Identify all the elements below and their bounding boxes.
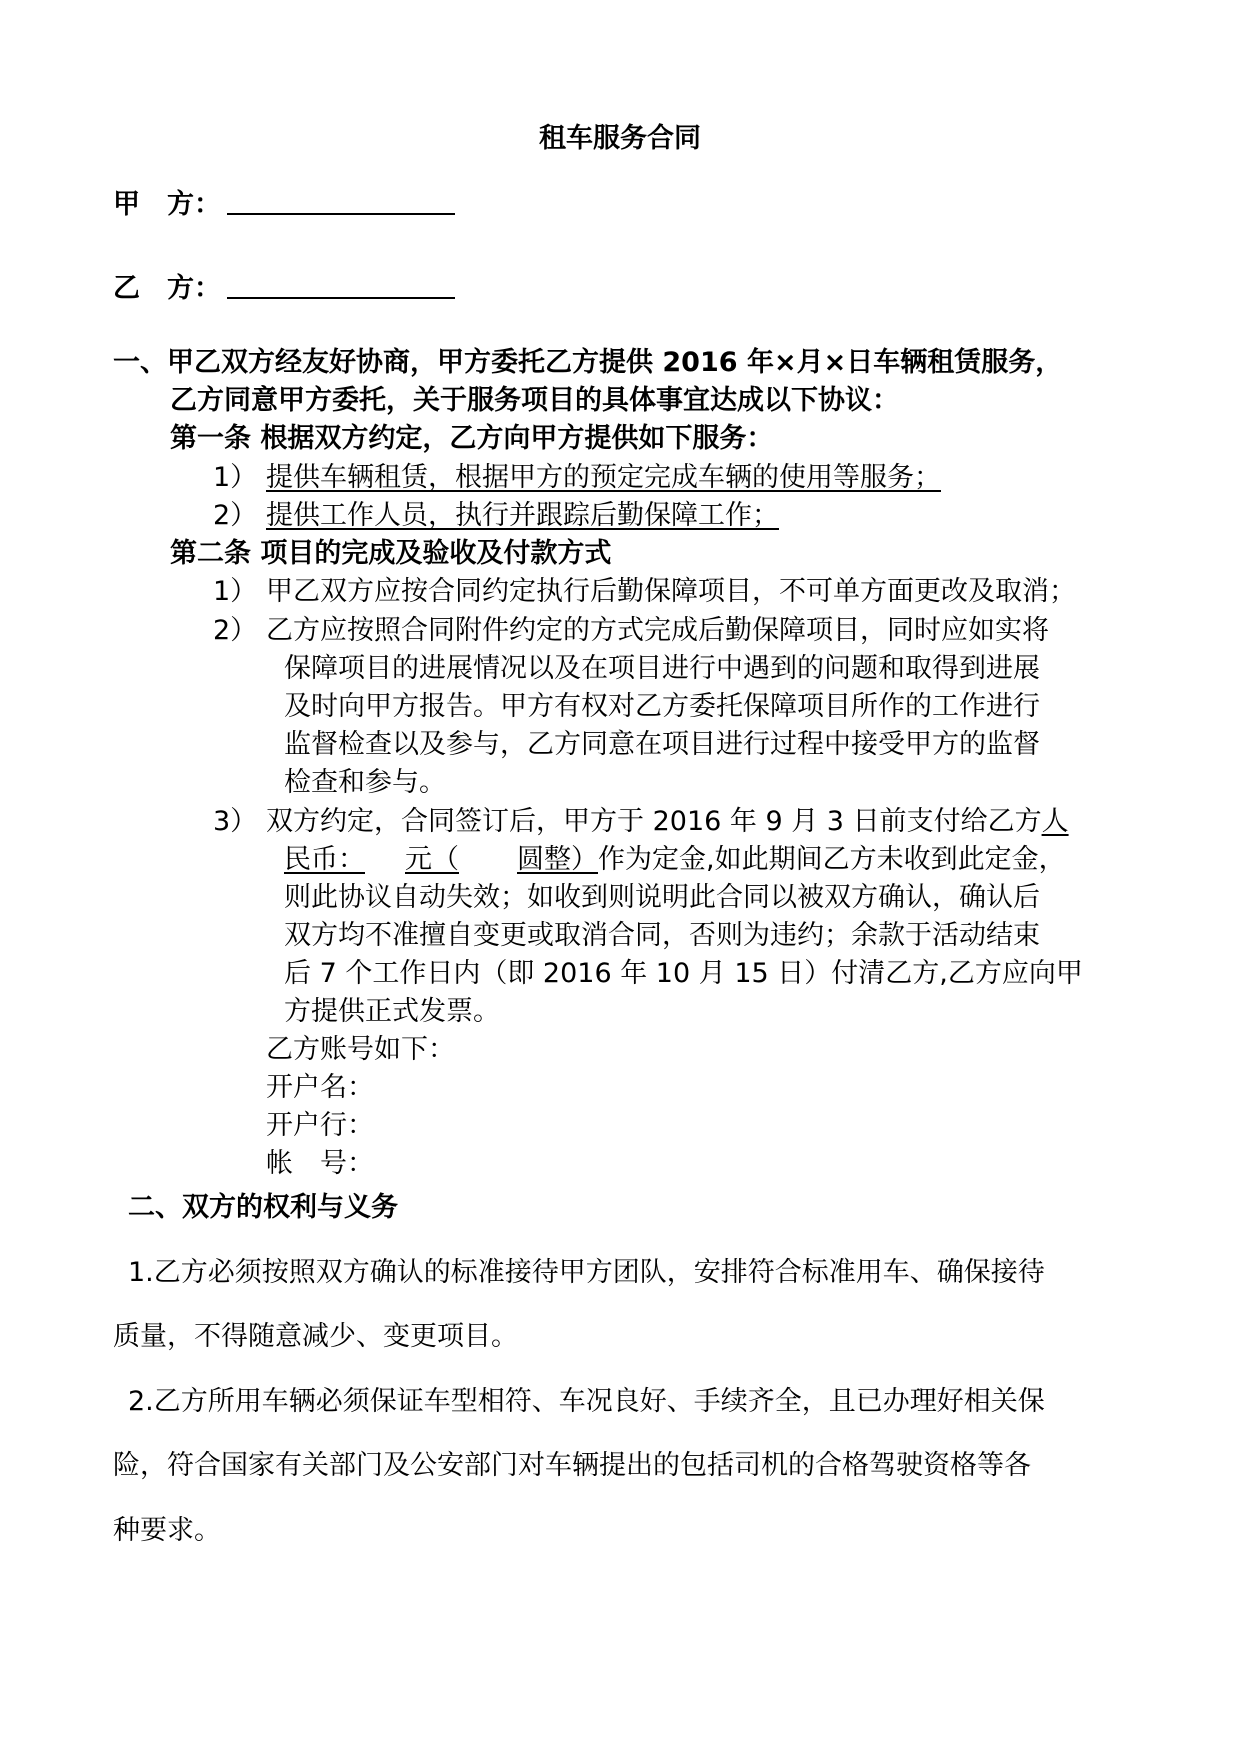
document-title: 租车服务合同	[539, 123, 701, 154]
party-a-label: 甲 方：	[113, 189, 221, 220]
article1-item1-num: 1）	[213, 462, 258, 493]
party-a-row	[113, 186, 455, 224]
party-b-blank[interactable]	[227, 271, 455, 299]
section2-paragraph-line: 1.乙方必须按照双方确认的标准接待甲方团队，安排符合标准用车、确保接待	[128, 1257, 1045, 1288]
party-a-blank[interactable]	[227, 187, 455, 215]
article1-item1-text: 提供车辆租赁，根据甲方的预定完成车辆的使用等服务；	[266, 462, 941, 493]
article1-item2-num: 2）	[213, 500, 258, 531]
article2-item3-line1	[266, 803, 1069, 841]
article2-item2-line: 乙方应按照合同附件约定的方式完成后勤保障项目，同时应如实将	[266, 615, 1049, 646]
party-b-row	[113, 270, 455, 308]
article2-item1-num: 1）	[213, 576, 258, 607]
section2-heading: 二、双方的权利与义务	[128, 1192, 398, 1223]
account-number-label: 帐 号：	[266, 1148, 374, 1179]
deposit-currency-part: 人	[1041, 806, 1069, 837]
article2-item2-line: 监督检查以及参与，乙方同意在项目进行过程中接受甲方的监督	[284, 729, 1040, 760]
article2-item2-line: 及时向甲方报告。甲方有权对乙方委托保障项目所作的工作进行	[284, 691, 1040, 722]
article1-heading: 第一条 根据双方约定，乙方向甲方提供如下服务：	[170, 423, 774, 454]
section1-intro-line2: 乙方同意甲方委托，关于服务项目的具体事宜达成以下协议：	[170, 385, 899, 416]
section1-intro-line1: 一、甲乙双方经友好协商，甲方委托乙方提供 2016 年×月×日车辆租赁服务，	[113, 347, 1063, 378]
article2-item3-line: 双方均不准擅自变更或取消合同，否则为违约；余款于活动结束	[284, 920, 1040, 951]
section2-paragraph-line: 险，符合国家有关部门及公安部门对车辆提出的包括司机的合格驾驶资格等各	[113, 1450, 1031, 1481]
article2-item2-num: 2）	[213, 615, 258, 646]
account-heading: 乙方账号如下：	[266, 1034, 455, 1065]
article2-item3-line: 后 7 个工作日内（即 2016 年 10 月 15 日）付清乙方,乙方应向甲	[284, 958, 1083, 989]
article2-item2-line: 检查和参与。	[284, 767, 446, 798]
section2-paragraph-line: 质量，不得随意减少、变更项目。	[113, 1321, 518, 1352]
account-name-label: 开户名：	[266, 1072, 374, 1103]
article2-item2-line: 保障项目的进展情况以及在项目进行中遇到的问题和取得到进展	[284, 653, 1040, 684]
article1-item2-text: 提供工作人员，执行并跟踪后勤保障工作；	[266, 500, 779, 531]
article2-item3-line: 则此协议自动失效；如收到则说明此合同以被双方确认，确认后	[284, 882, 1040, 913]
article2-item1-text: 甲乙双方应按合同约定执行后勤保障项目，不可单方面更改及取消；	[266, 576, 1076, 607]
section2-paragraph-line: 2.乙方所用车辆必须保证车型相符、车况良好、手续齐全，且已办理好相关保	[128, 1386, 1045, 1417]
article2-item3-line2	[284, 841, 1066, 879]
article2-item3-line1-text: 双方约定，合同签订后，甲方于 2016 年 9 月 3 日前支付给乙方	[266, 806, 1042, 837]
deposit-amount-label: 民币： 元（ 圆整）	[284, 844, 598, 875]
article2-item3-line: 方提供正式发票。	[284, 996, 500, 1027]
article2-item3-num: 3）	[213, 806, 258, 837]
section2-paragraph-line: 种要求。	[113, 1515, 221, 1546]
article2-item3-line2-text: 作为定金,如此期间乙方未收到此定金，	[598, 844, 1066, 875]
article2-heading: 第二条 项目的完成及验收及付款方式	[170, 538, 612, 569]
party-b-label: 乙 方：	[113, 273, 221, 304]
account-bank-label: 开户行：	[266, 1110, 374, 1141]
